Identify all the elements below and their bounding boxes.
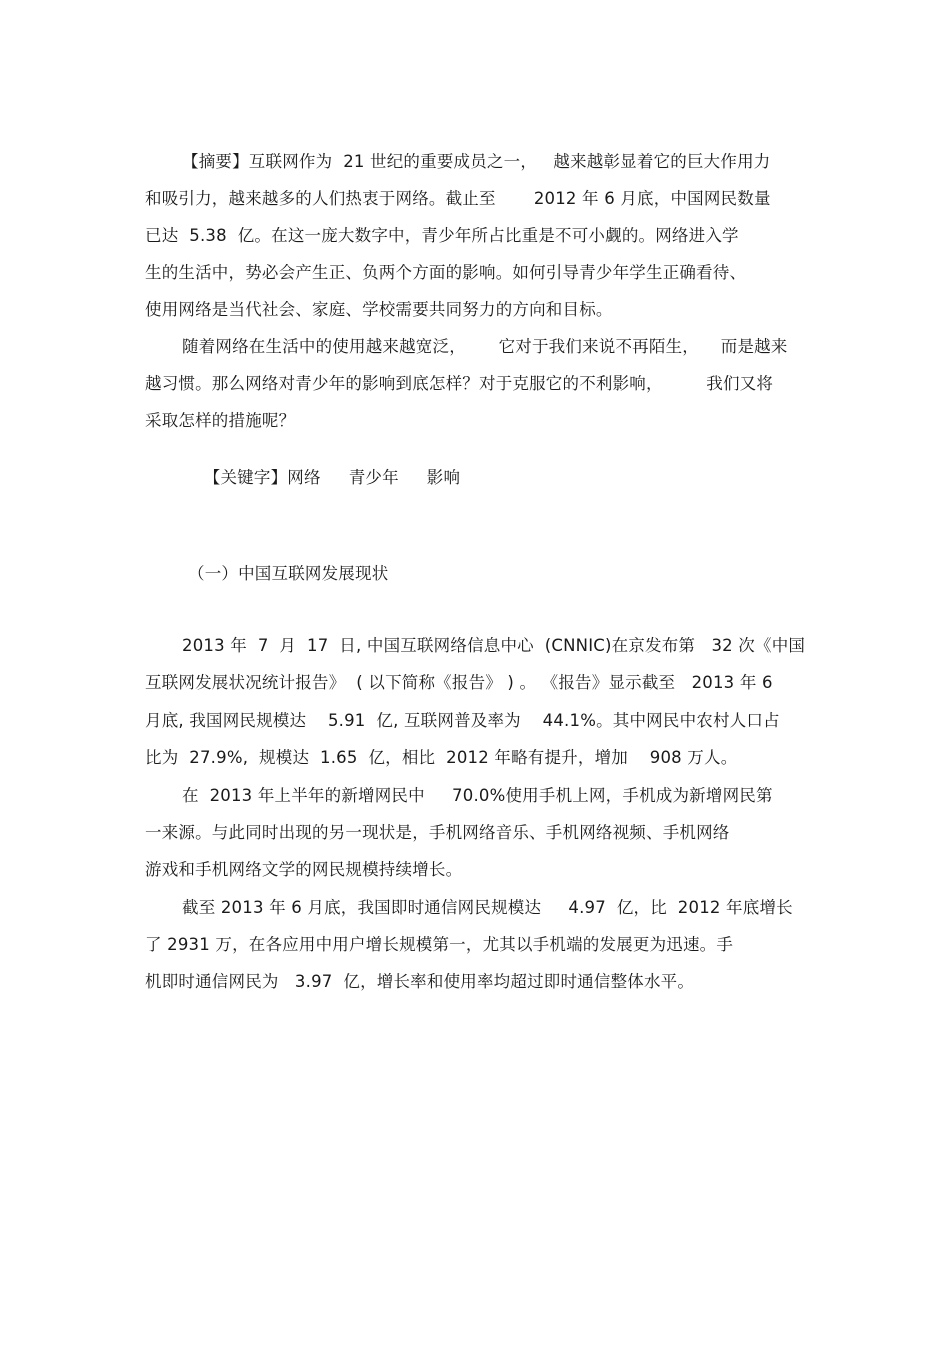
section-heading: （一）中国互联网发展现状: [188, 564, 389, 583]
keyword-item: 网络: [287, 468, 321, 487]
section-line: 机即时通信网民为 3.97 亿，增长率和使用率均超过即时通信整体水平。: [145, 972, 695, 991]
abstract-line: 随着网络在生活中的使用越来越宽泛， 它对于我们来说不再陌生， 而是越来: [182, 337, 788, 356]
keyword-item: 青少年: [348, 468, 399, 487]
section-line: 截至 2013 年 6 月底，我国即时通信网民规模达 4.97 亿，比 2012 年底增长: [182, 898, 793, 917]
section-line: 月底, 我国网民规模达 5.91 亿, 互联网普及率为 44.1%。其中网民中农村人口占: [145, 711, 780, 730]
abstract-line: 越习惯。那么网络对青少年的影响到底怎样？对于克服它的不利影响， 我们又将: [145, 374, 774, 393]
abstract-line: 采取怎样的措施呢？: [145, 411, 296, 430]
abstract-line: 【摘要】互联网作为 21 世纪的重要成员之一， 越来越彰显着它的巨大作用力: [182, 152, 771, 171]
abstract-line: 和吸引力，越来越多的人们热衷于网络。截止至 2012 年 6 月底，中国网民数量: [145, 189, 771, 208]
abstract-line: 已达 5.38 亿。在这一庞大数字中，青少年所占比重是不可小觑的。网络进入学: [145, 226, 739, 245]
abstract-line: 生的生活中，势必会产生正、负两个方面的影响。如何引导青少年学生正确看待、: [145, 263, 747, 282]
abstract-line: 使用网络是当代社会、家庭、学校需要共同努力的方向和目标。: [145, 300, 613, 319]
section-line: 2013 年 7 月 17 日, 中国互联网络信息中心 (CNNIC)在京发布第 32 次《中国: [182, 636, 806, 655]
keyword-item: 影响: [426, 468, 461, 487]
keywords-line: [182, 448, 460, 508]
keywords-label: 【关键字】: [203, 468, 288, 487]
section-line: 互联网发展状况统计报告》 ( 以下简称《报告》 ) 。 《报告》显示截至 2013 年 6: [145, 673, 773, 692]
section-line: 一来源。与此同时出现的另一现状是，手机网络音乐、手机网络视频、手机网络: [145, 823, 730, 842]
section-line: 了 2931 万，在各应用中用户增长规模第一，尤其以手机端的发展更为迅速。手: [145, 935, 734, 954]
section-line: 游戏和手机网络文学的网民规模持续增长。: [145, 860, 463, 879]
section-line: 比为 27.9%, 规模达 1.65 亿，相比 2012 年略有提升，增加 908 万人。: [145, 748, 738, 767]
section-line: 在 2013 年上半年的新增网民中 70.0%使用手机上网，手机成为新增网民第: [182, 786, 773, 805]
